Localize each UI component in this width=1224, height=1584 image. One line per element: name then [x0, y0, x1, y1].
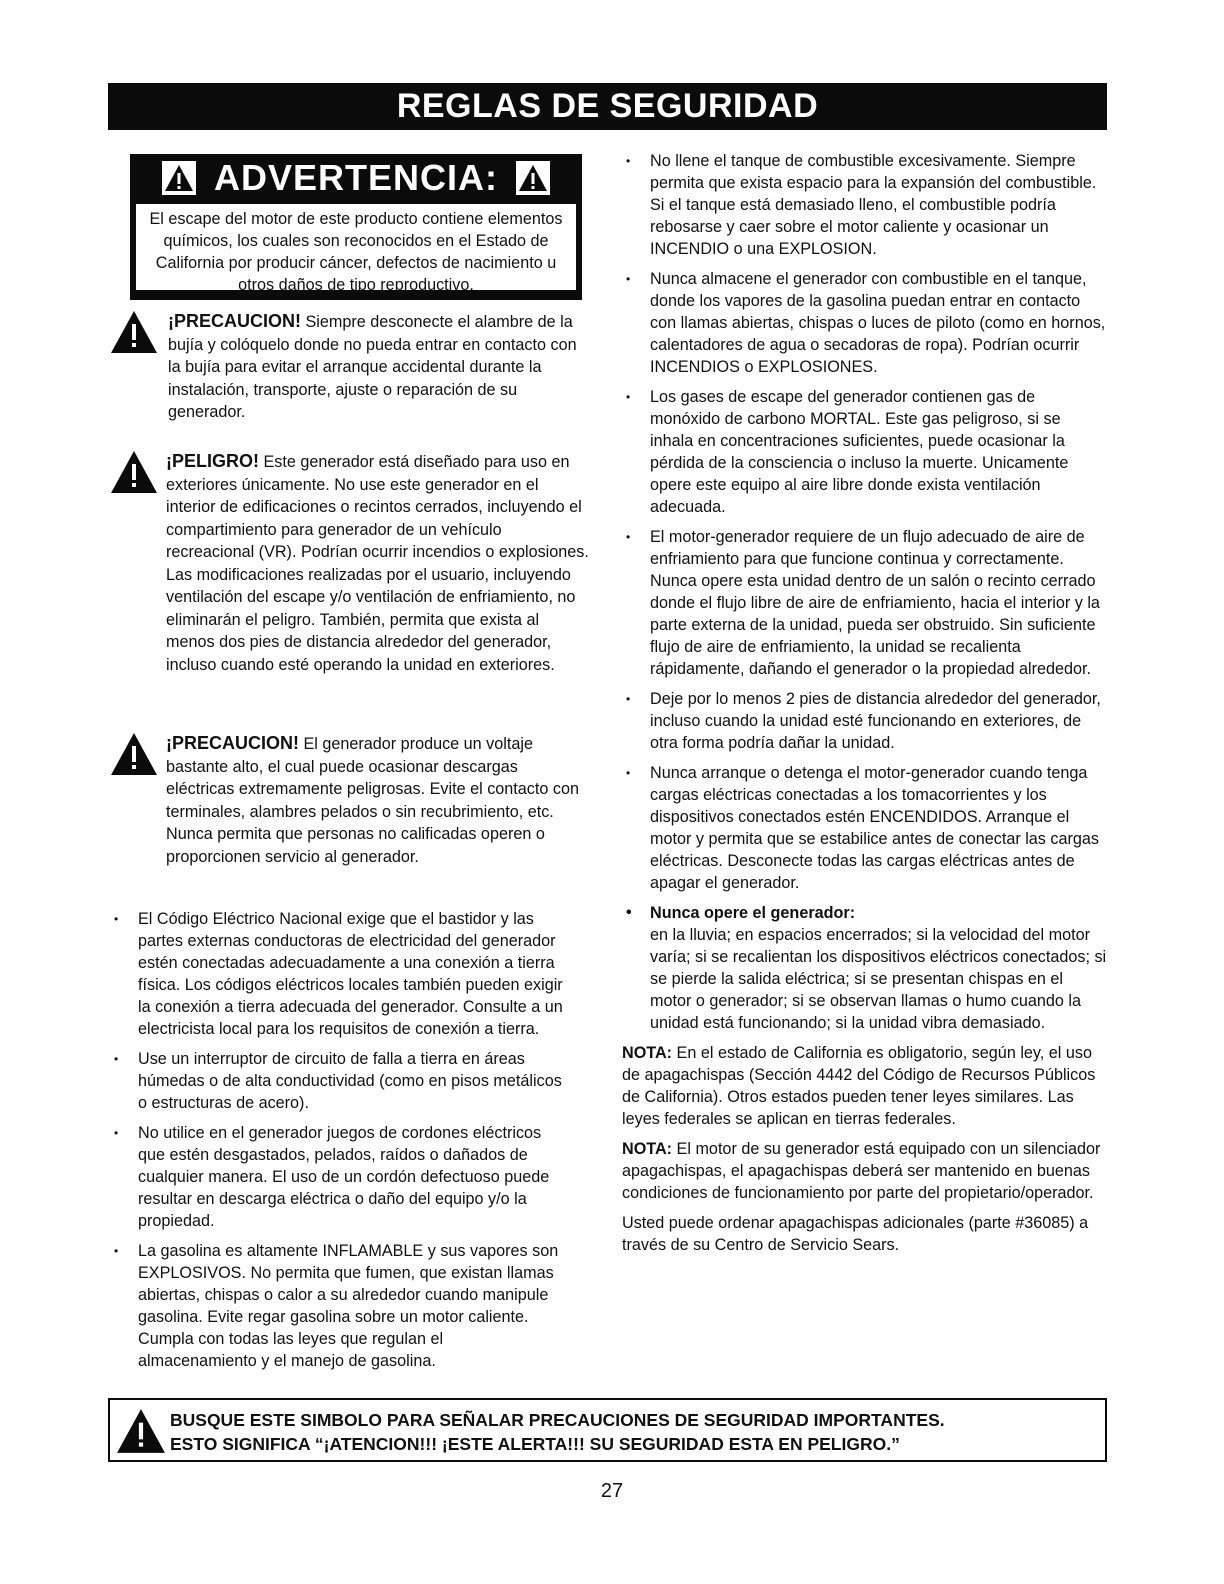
danger-block [110, 450, 590, 676]
never-operate-lead: • Nunca opere el generador: [650, 904, 856, 922]
caution-text: El generador produce un voltaje bastante alto, el cual puede ocasionar descargas eléctricas extremamente peligrosas. Evite el contacto con terminales, alambres pelados o sin recubrimiento, etc. Nunca permita que personas no calificadas operen o proporcionen servicio al generador. [166, 735, 579, 866]
list-item: • Los gases de escape del generador contienen gas de monóxido de carbono MORTAL. Este gas peligroso, si se inhala en concentraciones suficientes, puede ocasionar la pérdida de la consciencia o incluso la muerte. Unicamente opere este equipo al aire libre donde exista ventilación adecuada. [622, 386, 1108, 518]
footer-line-1: BUSQUE ESTE SIMBOLO PARA SEÑALAR PRECAUCIONES DE SEGURIDAD IMPORTANTES. [170, 1410, 945, 1430]
list-item: • La gasolina es altamente INFLAMABLE y sus vapores son EXPLOSIVOS. No permita que fumen, que existan llamas abiertas, chispas o calor a su alrededor cuando manipule gasolina. Evite regar gasolina sobre un motor caliente. Cumpla con todas las leyes que regulan el almacenamiento y el manejo de gasolina. [110, 1240, 565, 1372]
safety-alert-icon [110, 732, 158, 776]
warning-heading: ADVERTENCIA: [213, 157, 498, 198]
right-bullet-list [622, 150, 1108, 1034]
never-operate-text: en la lluvia; en espacios encerrados; si la velocidad del motor varía; si se recalientan los dispositivos eléctricos conectados; si se pierde la salida eléctrica; si se presentan chispas en el motor o generador; si se observan llamas o humo cuando la unidad está funcionando; si la unidad vibra demasiado. [650, 926, 1107, 1032]
safety-alert-icon [110, 310, 158, 354]
list-item: • El motor-generador requiere de un flujo adecuado de aire de enfriamiento para que funcione continua y correctamente. Nunca opere esta unidad dentro de un salón o recinto cerrado donde el flujo libre de aire de enfriamiento, hacia el interior y la parte externa de la unidad, pueda ser obstruido. Sin suficiente flujo de aire de enfriamiento, la unidad se recalienta rápidamente, dañando el generador o la propiedad alrededor. [622, 526, 1108, 680]
warning-box [130, 154, 582, 300]
caution-block [110, 732, 590, 868]
list-item: • Nunca almacene el generador con combustible en el tanque, donde los vapores de la gasolina puedan entrar en contacto con llamas abiertas, chispas o luces de piloto (como en hornos, calentadores de agua o secadoras de ropa). Podrían ocurrir INCENDIOS o EXPLOSIONES. [622, 268, 1108, 378]
safety-symbol-box [108, 1398, 1107, 1462]
page-title: REGLAS DE SEGURIDAD [108, 83, 1107, 130]
caution-block [110, 310, 590, 424]
danger-text: Este generador está diseñado para uso en exteriores únicamente. No use este generador en el interior de edificaciones o recintos cerrados, incluyendo el compartimiento para generador de un vehículo recreacional (VR). Podrían ocurrir incendios o explosiones. Las modificaciones realizadas por el usuario, incluyendo ventilación del escape y/o ventilación de enfriamiento, no eliminarán el peligro. También, permita que exista al menos dos pies de distancia alrededor del generador, incluso cuando esté operando la unidad en exteriores. [166, 453, 589, 674]
left-bullet-list-container [110, 908, 565, 1380]
caution-lead: ¡PRECAUCION! [168, 311, 301, 331]
list-item: • El Código Eléctrico Nacional exige que el bastidor y las partes externas conductoras de electricidad del generador estén conectadas adecuadamente a una conexión a tierra física. Los códigos eléctricos locales también pueden exigir la conexión a tierra adecuada del generador. Consulte a un electricista local para los requisitos de conexión a tierra. [110, 908, 565, 1040]
list-item: • Use un interruptor de circuito de falla a tierra en áreas húmedas o de alta conductividad (como en pisos metálicos o estructuras de acero). [110, 1048, 565, 1114]
caution-text: Siempre desconecte el alambre de la bujía y colóquelo donde no pueda entrar en contacto con la bujía para evitar el arranque accidental durante la instalación, transporte, ajuste o reparación de su generador. [168, 313, 577, 421]
caution-lead: ¡PRECAUCION! [166, 733, 299, 753]
warning-triangle-icon [162, 161, 196, 195]
safety-alert-icon [110, 450, 158, 494]
warning-triangle-icon [516, 161, 550, 195]
right-column [622, 150, 1108, 1264]
list-item [622, 902, 1108, 1034]
page-number: 27 [600, 1480, 624, 1502]
note-paragraph [622, 1042, 1108, 1130]
danger-lead: ¡PELIGRO! [166, 451, 259, 471]
list-item: • Deje por lo menos 2 pies de distancia alrededor del generador, incluso cuando la unidad esté funcionando en exteriores, de otra forma podría dañar la unidad. [622, 688, 1108, 754]
note-text: En el estado de California es obligatorio, según ley, el uso de apagachispas (Sección 4442 del Código de Recursos Públicos de California). Otros estados pueden tener leyes similares. Las leyes federales se aplican en tierras federales. [622, 1044, 1096, 1128]
safety-alert-icon [116, 1408, 166, 1454]
left-bullet-list [110, 908, 565, 1372]
note-paragraph [622, 1138, 1108, 1204]
note-text: El motor de su generador está equipado con un silenciador apagachispas, el apagachispas deberá ser mantenido en buenas condiciones de funcionamiento por parte del propietario/operador. [622, 1140, 1101, 1202]
note-label: NOTA: [622, 1044, 673, 1062]
warning-text: El escape del motor de este producto contiene elementos químicos, los cuales son reconocidos en el Estado de California por producir cáncer, defectos de nacimiento u otros daños de tipo reproductivo. [136, 204, 576, 290]
list-item: • No utilice en el generador juegos de cordones eléctricos que estén desgastados, pelados, raídos o dañados de cualquier manera. El uso de un cordón defectuoso puede resultar en descarga eléctrica o daño del equipo y/o la propiedad. [110, 1122, 565, 1232]
list-item: • Nunca arranque o detenga el motor-generador cuando tenga cargas eléctricas conectadas a los tomacorrientes y los dispositivos conectados estén ENCENDIDOS. Arranque el motor y permita que se estabilice antes de conectar las cargas eléctricas. Desconecte todas las cargas eléctricas antes de apagar el generador. [622, 762, 1108, 894]
warning-header [130, 154, 582, 202]
footer-line-2: ESTO SIGNIFICA “¡ATENCION!!! ¡ESTE ALERTA!!! SU SEGURIDAD ESTA EN PELIGRO.” [170, 1434, 900, 1454]
order-paragraph: Usted puede ordenar apagachispas adicionales (parte #36085) a través de su Centro de Servicio Sears. [622, 1214, 1089, 1254]
note-label: NOTA: [622, 1140, 673, 1158]
list-item: • No llene el tanque de combustible excesivamente. Siempre permita que exista espacio para la expansión del combustible. Si el tanque está demasiado lleno, el combustible podría rebosarse y caer sobre el motor caliente y ocasionar un INCENDIO o una EXPLOSION. [622, 150, 1108, 260]
